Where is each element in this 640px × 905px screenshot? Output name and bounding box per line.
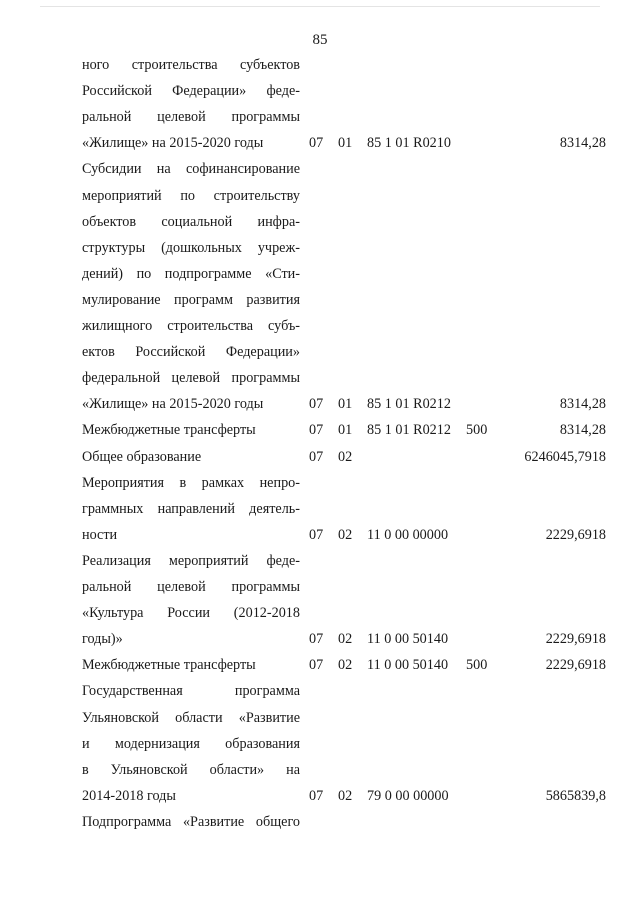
table-row [0, 209, 640, 235]
row-name: ности [82, 526, 118, 543]
table-row [0, 235, 640, 261]
row-name: ного строительства субъектов [82, 57, 300, 73]
row-name: объектов социальной инфра- [82, 213, 300, 230]
row-section-code: 07 [309, 657, 324, 674]
table-row [0, 626, 640, 652]
row-subsection-code: 02 [338, 787, 353, 804]
table-row [0, 365, 640, 391]
table-row [0, 652, 640, 678]
table-row [0, 156, 640, 182]
table-row [0, 548, 640, 574]
row-subsection-code: 02 [338, 526, 353, 543]
table-row [0, 78, 640, 104]
row-amount: 2229,6918 [545, 657, 606, 674]
table-row [0, 705, 640, 731]
row-name: граммных направлений деятель- [82, 500, 300, 517]
table-row [0, 783, 640, 809]
row-amount: 2229,6918 [545, 631, 606, 648]
row-name: мулирование программ развития [82, 291, 300, 308]
table-row [0, 104, 640, 130]
row-section-code: 07 [309, 526, 324, 543]
table-row [0, 130, 640, 156]
row-name: «Жилище» на 2015-2020 годы [82, 135, 264, 152]
row-subsection-code: 01 [338, 422, 353, 439]
table-row [0, 261, 640, 287]
row-target-article-code: 11 0 00 50140 [367, 657, 449, 674]
table-row [0, 522, 640, 548]
row-name: федеральной целевой программы [82, 370, 300, 387]
row-section-code: 07 [309, 448, 324, 465]
row-amount: 2229,6918 [545, 526, 606, 543]
row-name: годы)» [82, 631, 123, 648]
row-subsection-code: 02 [338, 631, 353, 648]
row-subsection-code: 02 [338, 657, 353, 674]
table-row [0, 444, 640, 470]
row-name: «Культура России (2012-2018 [82, 605, 300, 622]
table-row [0, 287, 640, 313]
row-name: Межбюджетные трансферты [82, 422, 256, 439]
table-row [0, 757, 640, 783]
row-name: структуры (дошкольных учреж- [82, 239, 300, 256]
row-target-article-code: 79 0 00 00000 [367, 787, 449, 804]
table-row [0, 496, 640, 522]
row-section-code: 07 [309, 422, 324, 439]
row-target-article-code: 11 0 00 50140 [367, 631, 449, 648]
row-section-code: 07 [309, 396, 324, 413]
row-section-code: 07 [309, 787, 324, 804]
row-name: в Ульяновской области» на [82, 761, 300, 778]
row-name: и модернизация образования [82, 735, 300, 752]
row-name: 2014-2018 годы [82, 787, 176, 804]
row-target-article-code: 11 0 00 00000 [367, 526, 449, 543]
row-expense-type-code: 500 [466, 422, 488, 439]
table-row [0, 391, 640, 417]
table-row [0, 183, 640, 209]
table-row [0, 600, 640, 626]
row-name: Ульяновской области «Развитие [82, 709, 300, 726]
table-row [0, 313, 640, 339]
table-row [0, 809, 640, 835]
row-name: Реализация мероприятий феде- [82, 552, 300, 569]
row-target-article-code: 85 1 01 R0212 [367, 396, 451, 413]
row-name: мероприятий по строительству [82, 187, 300, 204]
table-row [0, 678, 640, 704]
row-name: «Жилище» на 2015-2020 годы [82, 396, 264, 413]
row-subsection-code: 01 [338, 396, 353, 413]
row-amount: 8314,28 [559, 135, 606, 152]
row-name: Мероприятия в рамках непро- [82, 474, 300, 491]
table-row [0, 574, 640, 600]
row-target-article-code: 85 1 01 R0210 [367, 135, 451, 152]
row-name: ральной целевой программы [82, 579, 300, 595]
table-row [0, 417, 640, 443]
row-name: Государственная программа [82, 683, 300, 700]
row-name: Российской Федерации» феде- [82, 83, 300, 100]
row-section-code: 07 [309, 631, 324, 648]
row-subsection-code: 01 [338, 135, 353, 152]
table-row [0, 731, 640, 757]
table-row [0, 470, 640, 496]
row-name: ектов Российской Федерации» [82, 344, 300, 361]
row-amount: 8314,28 [559, 396, 606, 413]
row-expense-type-code: 500 [466, 657, 488, 674]
row-amount: 8314,28 [559, 422, 606, 439]
row-amount: 5865839,8 [545, 787, 606, 804]
row-name: дений) по подпрограмме «Сти- [82, 265, 300, 282]
row-name: Межбюджетные трансферты [82, 657, 256, 674]
row-name: жилищного строительства субъ- [82, 318, 300, 334]
table-row [0, 339, 640, 365]
row-target-article-code: 85 1 01 R0212 [367, 422, 451, 439]
row-section-code: 07 [309, 135, 324, 152]
page-number: 85 [312, 32, 328, 48]
row-amount: 6246045,7918 [524, 448, 606, 465]
table-row [0, 52, 640, 78]
row-name: Субсидии на софинансирование [82, 161, 300, 178]
row-subsection-code: 02 [338, 448, 353, 465]
row-name: ральной целевой программы [82, 109, 300, 126]
row-name: Подпрограмма «Развитие общего [82, 813, 300, 830]
row-name: Общее образование [82, 448, 202, 465]
